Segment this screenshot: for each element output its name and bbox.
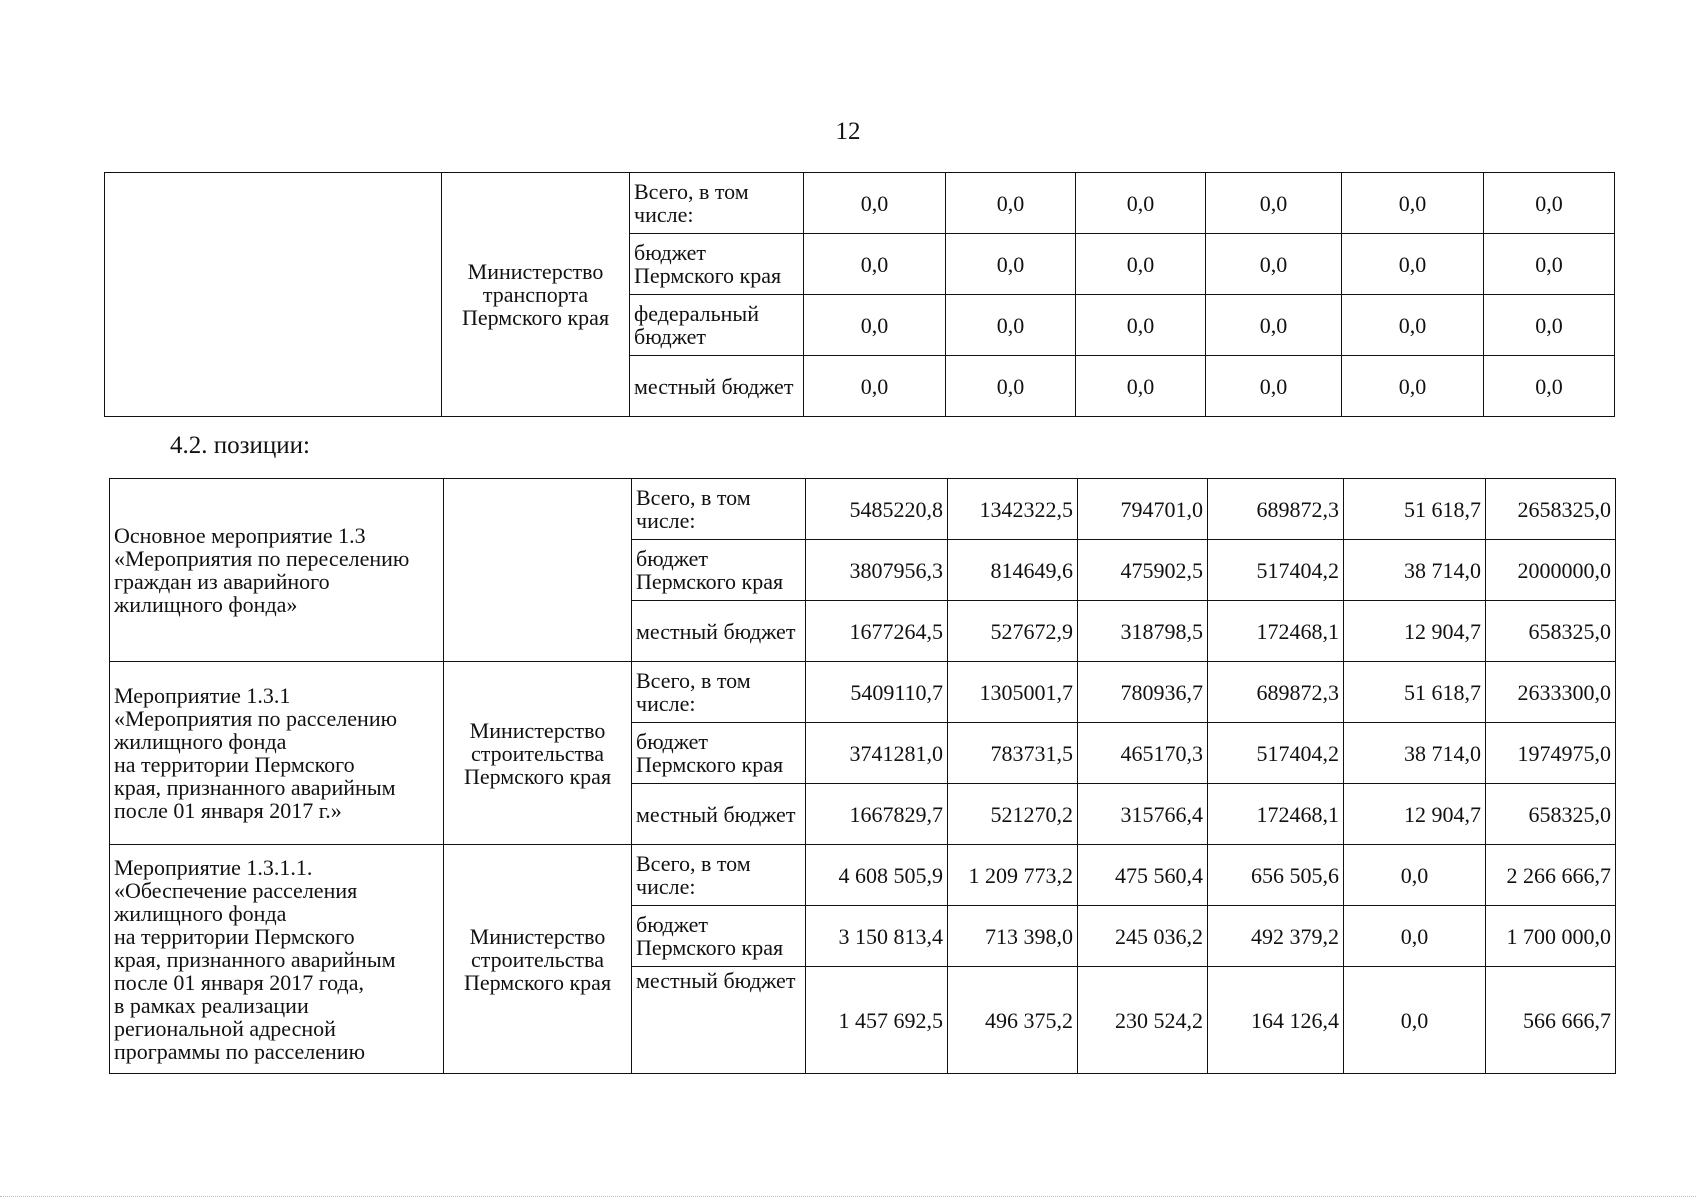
value-cell: 794701,0: [1078, 479, 1208, 540]
value-cell: 783731,5: [948, 723, 1078, 784]
value-cell: 0,0: [1484, 234, 1615, 295]
value-cell: 0,0: [1344, 845, 1486, 906]
value-cell: 38 714,0: [1344, 723, 1486, 784]
value-cell: 5409110,7: [806, 662, 948, 723]
source-cell: местный бюджет: [632, 967, 806, 1074]
value-cell: 0,0: [1206, 356, 1342, 417]
value-cell: 5485220,8: [806, 479, 948, 540]
value-cell: 0,0: [946, 356, 1076, 417]
value-cell: 2000000,0: [1486, 540, 1616, 601]
value-cell: 0,0: [946, 295, 1076, 356]
value-cell: 517404,2: [1208, 723, 1344, 784]
page-number: 12: [835, 118, 861, 145]
value-cell: 0,0: [1484, 295, 1615, 356]
value-cell: 0,0: [804, 234, 946, 295]
source-cell: местный бюджет: [632, 601, 806, 662]
value-cell: 517404,2: [1208, 540, 1344, 601]
value-cell: 1974975,0: [1486, 723, 1616, 784]
value-cell: 0,0: [1342, 234, 1484, 295]
value-cell: 1677264,5: [806, 601, 948, 662]
value-cell: 245 036,2: [1078, 906, 1208, 967]
value-cell: 1 457 692,5: [806, 967, 948, 1074]
source-cell: бюджет Пермского края: [632, 540, 806, 601]
value-cell: 0,0: [1206, 295, 1342, 356]
value-cell: 0,0: [1342, 295, 1484, 356]
table-row: [110, 479, 1616, 540]
budget-table-transport: [104, 172, 1615, 417]
table-row: [110, 662, 1616, 723]
value-cell: 814649,6: [948, 540, 1078, 601]
value-cell: 2633300,0: [1486, 662, 1616, 723]
value-cell: 0,0: [1342, 173, 1484, 234]
value-cell: 0,0: [1076, 234, 1206, 295]
source-cell: Всего, в том числе:: [630, 173, 804, 234]
value-cell: 3807956,3: [806, 540, 948, 601]
value-cell: 172468,1: [1208, 601, 1344, 662]
source-cell: местный бюджет: [632, 784, 806, 845]
value-cell: 658325,0: [1486, 601, 1616, 662]
table-row: [110, 845, 1616, 906]
value-cell: 527672,9: [948, 601, 1078, 662]
value-cell: 1 700 000,0: [1486, 906, 1616, 967]
scan-edge: [0, 1196, 1696, 1197]
source-cell: Всего, в том числе:: [632, 662, 806, 723]
value-cell: 0,0: [1342, 356, 1484, 417]
value-cell: 3741281,0: [806, 723, 948, 784]
value-cell: 689872,3: [1208, 479, 1344, 540]
value-cell: 713 398,0: [948, 906, 1078, 967]
value-cell: 492 379,2: [1208, 906, 1344, 967]
value-cell: 0,0: [1076, 173, 1206, 234]
measure-description: Мероприятие 1.3.1.1. «Обеспечение расселения жилищного фонда на территории Пермского края, признанного аварийным после 01 января 2017 года, в рамках реализации региональной адресной программы по расселению: [110, 845, 444, 1074]
value-cell: 3 150 813,4: [806, 906, 948, 967]
value-cell: 2 266 666,7: [1486, 845, 1616, 906]
responsible-cell: Министерство строительства Пермского края: [444, 845, 632, 1074]
value-cell: 315766,4: [1078, 784, 1208, 845]
value-cell: 230 524,2: [1078, 967, 1208, 1074]
source-cell: Всего, в том числе:: [632, 479, 806, 540]
value-cell: 38 714,0: [1344, 540, 1486, 601]
empty-description-cell: [105, 173, 442, 417]
responsible-cell: Министерство строительства Пермского края: [444, 662, 632, 845]
value-cell: 656 505,6: [1208, 845, 1344, 906]
value-cell: 12 904,7: [1344, 601, 1486, 662]
value-cell: 0,0: [1484, 356, 1615, 417]
value-cell: 780936,7: [1078, 662, 1208, 723]
value-cell: 0,0: [946, 234, 1076, 295]
value-cell: 0,0: [804, 356, 946, 417]
value-cell: 1305001,7: [948, 662, 1078, 723]
value-cell: 465170,3: [1078, 723, 1208, 784]
value-cell: 475 560,4: [1078, 845, 1208, 906]
source-cell: бюджет Пермского края: [630, 234, 804, 295]
value-cell: 51 618,7: [1344, 662, 1486, 723]
source-cell: бюджет Пермского края: [632, 723, 806, 784]
source-cell: федеральный бюджет: [630, 295, 804, 356]
value-cell: 566 666,7: [1486, 967, 1616, 1074]
responsible-cell: Министерство транспорта Пермского края: [442, 173, 630, 417]
value-cell: 0,0: [1484, 173, 1615, 234]
source-cell: Всего, в том числе:: [632, 845, 806, 906]
value-cell: 1342322,5: [948, 479, 1078, 540]
responsible-cell: [444, 479, 632, 662]
section-label: 4.2. позиции:: [170, 432, 310, 459]
value-cell: 0,0: [1206, 173, 1342, 234]
value-cell: 2658325,0: [1486, 479, 1616, 540]
value-cell: 496 375,2: [948, 967, 1078, 1074]
value-cell: 658325,0: [1486, 784, 1616, 845]
value-cell: 164 126,4: [1208, 967, 1344, 1074]
value-cell: 0,0: [1206, 234, 1342, 295]
value-cell: 4 608 505,9: [806, 845, 948, 906]
value-cell: 0,0: [1076, 295, 1206, 356]
value-cell: 521270,2: [948, 784, 1078, 845]
value-cell: 0,0: [804, 295, 946, 356]
value-cell: 1667829,7: [806, 784, 948, 845]
value-cell: 318798,5: [1078, 601, 1208, 662]
value-cell: 12 904,7: [1344, 784, 1486, 845]
value-cell: 475902,5: [1078, 540, 1208, 601]
table-row: [105, 173, 1615, 234]
measure-description: Мероприятие 1.3.1 «Мероприятия по расселению жилищного фонда на территории Пермского края, признанного аварийным после 01 января 2017 г.»: [110, 662, 444, 845]
measure-description: Основное мероприятие 1.3 «Мероприятия по переселению граждан из аварийного жилищного фонда»: [110, 479, 444, 662]
value-cell: 172468,1: [1208, 784, 1344, 845]
budget-table-positions: [109, 478, 1616, 1074]
source-cell: местный бюджет: [630, 356, 804, 417]
value-cell: 1 209 773,2: [948, 845, 1078, 906]
value-cell: 689872,3: [1208, 662, 1344, 723]
value-cell: 0,0: [1344, 967, 1486, 1074]
value-cell: 0,0: [1344, 906, 1486, 967]
value-cell: 0,0: [1076, 356, 1206, 417]
value-cell: 51 618,7: [1344, 479, 1486, 540]
value-cell: 0,0: [804, 173, 946, 234]
value-cell: 0,0: [946, 173, 1076, 234]
source-cell: бюджет Пермского края: [632, 906, 806, 967]
